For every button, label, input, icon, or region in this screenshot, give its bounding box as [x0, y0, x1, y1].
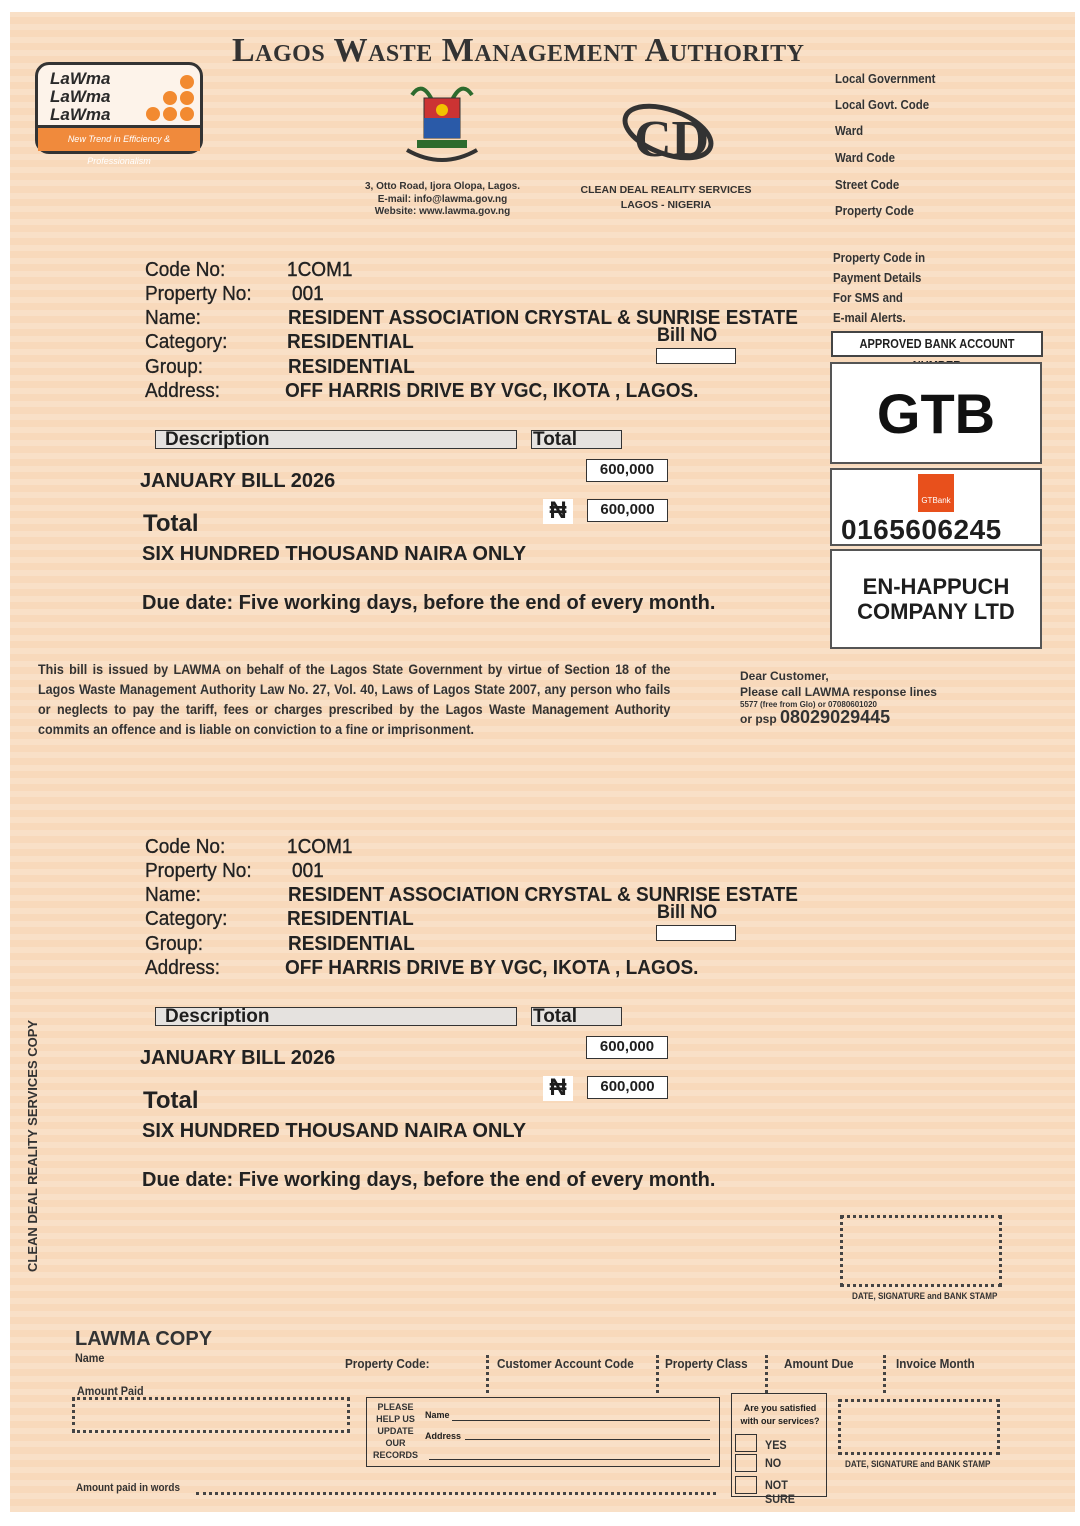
- property-label: Property No:: [145, 283, 252, 305]
- update-name-field[interactable]: [452, 1420, 710, 1421]
- category-label: Category:: [145, 331, 228, 353]
- page-title: Lagos Waste Management Authority: [232, 32, 805, 69]
- line-amount: 600,000: [586, 459, 668, 482]
- satisfaction-survey: Are you satisfied with our services? YES NO NOT SURE: [731, 1393, 827, 1497]
- slip-invoice-month: Invoice Month: [896, 1356, 975, 1371]
- legal-notice: This bill is issued by LAWMA on behalf of the Lagos State Government by virtue of Section 18 of the Lagos Waste Management Authority Law No. 27, Vol. 40, Laws of Lagos State 2007, any person who fails or neglects to pay the tariff, fees or charges prescribed by the Lagos Waste Management Authority commits an offence and is liable on conviction to a fine or imprisonment.: [38, 662, 671, 737]
- slip-stamp-label: DATE, SIGNATURE and BANK STAMP: [845, 1459, 991, 1469]
- total-amount: 600,000: [587, 1076, 668, 1099]
- label-property-code: Property Code: [835, 203, 914, 218]
- total-amount: 600,000: [587, 499, 668, 522]
- name-label: Name:: [145, 307, 201, 329]
- group-label: Group:: [145, 933, 204, 955]
- update-name-label: Name: [425, 1410, 450, 1420]
- naira-icon: ₦: [543, 499, 573, 524]
- due-date: Due date: Five working days, before the end of every month.: [142, 592, 716, 614]
- lawma-logo: LaWma LaWma LaWma New Trend in Efficiency & Professionalism: [35, 62, 203, 154]
- slip-stamp-area: [838, 1399, 1000, 1455]
- line-item: JANUARY BILL 2026: [140, 470, 336, 492]
- address-value: OFF HARRIS DRIVE BY VGC, IKOTA , LAGOS.: [285, 957, 699, 979]
- label-street-code: Street Code: [835, 177, 900, 192]
- account-name: EN-HAPPUCH COMPANY LTD: [830, 549, 1042, 649]
- total-header: Total: [531, 430, 622, 449]
- property-label: Property No:: [145, 860, 252, 882]
- bank-heading: APPROVED BANK ACCOUNT: [831, 331, 1043, 357]
- code-label: Code No:: [145, 836, 226, 858]
- category-value: RESIDENTIAL: [287, 331, 414, 353]
- due-date: Due date: Five working days, before the end of every month.: [142, 1169, 716, 1191]
- total-label: Total: [143, 510, 199, 537]
- address-value: OFF HARRIS DRIVE BY VGC, IKOTA , LAGOS.: [285, 380, 699, 402]
- slip-amount-due: Amount Due: [784, 1356, 854, 1371]
- property-value: 001: [292, 283, 324, 305]
- name-label: Name:: [145, 884, 201, 906]
- clean-deal-logo: [620, 98, 716, 168]
- bill-no-label: Bill NO: [657, 902, 718, 923]
- yes-label: YES: [765, 1438, 787, 1452]
- description-header: Description: [155, 430, 517, 449]
- property-value: 001: [292, 860, 324, 882]
- bank-name: GTB: [830, 362, 1042, 464]
- name-value: RESIDENT ASSOCIATION CRYSTAL & SUNRISE ESTATE: [288, 307, 798, 329]
- amount-in-words: SIX HUNDRED THOUSAND NAIRA ONLY: [142, 543, 527, 565]
- not-sure-checkbox[interactable]: [735, 1476, 757, 1494]
- yes-checkbox[interactable]: [735, 1434, 757, 1452]
- partner-name: CLEAN DEAL REALITY SERVICES LAGOS - NIGERIA: [580, 184, 752, 211]
- divider: [656, 1355, 659, 1393]
- label-ward: Ward: [835, 123, 864, 138]
- lagos-crest-icon: [402, 80, 482, 172]
- address-label: Address:: [145, 957, 220, 979]
- category-label: Category:: [145, 908, 228, 930]
- sms-note: Property Code in Payment Details For SMS and E-mail Alerts.: [833, 250, 926, 325]
- amount-in-words: SIX HUNDRED THOUSAND NAIRA ONLY: [142, 1120, 527, 1142]
- code-label: Code No:: [145, 259, 226, 281]
- slip-name-label: Name: [75, 1351, 105, 1365]
- gtbank-badge-icon: GTBank: [918, 474, 954, 512]
- bill-no-field: [656, 348, 736, 364]
- bill-document: [10, 12, 1075, 1512]
- label-local-government: Local Government: [835, 71, 936, 86]
- stamp-area: [840, 1215, 1002, 1287]
- not-sure-label: NOT SURE: [765, 1478, 796, 1506]
- account-number: 0165606245: [841, 514, 1002, 545]
- bill-no-label: Bill NO: [657, 325, 718, 346]
- psp-phone: 08029029445: [780, 707, 891, 727]
- total-label: Total: [143, 1087, 199, 1114]
- amount-words-line: [196, 1492, 716, 1495]
- total-header: Total: [531, 1007, 622, 1026]
- amount-paid-field: [72, 1397, 350, 1433]
- divider: [765, 1355, 768, 1393]
- update-extra-field[interactable]: [429, 1459, 710, 1460]
- bill-section-1: [0, 255, 1080, 635]
- update-address-label: Address: [425, 1431, 462, 1441]
- divider: [486, 1355, 489, 1393]
- group-label: Group:: [145, 356, 204, 378]
- bill-no-field: [656, 925, 736, 941]
- label-local-govt-code: Local Govt. Code: [835, 97, 930, 112]
- line-amount: 600,000: [586, 1036, 668, 1059]
- group-value: RESIDENTIAL: [288, 356, 415, 378]
- stamp-label: DATE, SIGNATURE and BANK STAMP: [852, 1291, 998, 1301]
- address-label: Address:: [145, 380, 220, 402]
- lawma-address: 3, Otto Road, Ijora Olopa, Lagos. E-mail: info@lawma.gov.ng Website: www.lawma.gov.ng: [364, 181, 520, 217]
- side-copy-label: CLEAN DEAL REALITY SERVICES COPY: [25, 1019, 40, 1272]
- code-value: 1COM1: [287, 836, 353, 858]
- name-value: RESIDENT ASSOCIATION CRYSTAL & SUNRISE ESTATE: [288, 884, 798, 906]
- slip-property-class: Property Class: [665, 1356, 748, 1371]
- naira-icon: ₦: [543, 1076, 573, 1101]
- amount-words-label: Amount paid in words: [76, 1482, 180, 1494]
- no-label: NO: [765, 1456, 782, 1470]
- update-address-field[interactable]: [465, 1439, 710, 1440]
- line-item: JANUARY BILL 2026: [140, 1047, 336, 1069]
- category-value: RESIDENTIAL: [287, 908, 414, 930]
- slip-customer-account-code: Customer Account Code: [497, 1356, 634, 1371]
- divider: [883, 1355, 886, 1393]
- slip-amount-paid-label: Amount Paid: [77, 1384, 144, 1398]
- description-header: Description: [155, 1007, 517, 1026]
- contact-info: Dear Customer, Please call LAWMA response lines 5577 (free from Glo) or 07080601020 or psp 08029029445: [740, 669, 937, 727]
- svg-text:CD: CD: [634, 111, 710, 168]
- update-records-box: PLEASE HELP US UPDATE OUR RECORDS Name Address: [366, 1397, 720, 1467]
- label-ward-code: Ward Code: [835, 150, 895, 165]
- code-value: 1COM1: [287, 259, 353, 281]
- slip-title: LAWMA COPY: [75, 1328, 213, 1350]
- slip-property-code: Property Code:: [345, 1356, 430, 1371]
- group-value: RESIDENTIAL: [288, 933, 415, 955]
- no-checkbox[interactable]: [735, 1454, 757, 1472]
- bill-section-2: [0, 832, 1080, 1212]
